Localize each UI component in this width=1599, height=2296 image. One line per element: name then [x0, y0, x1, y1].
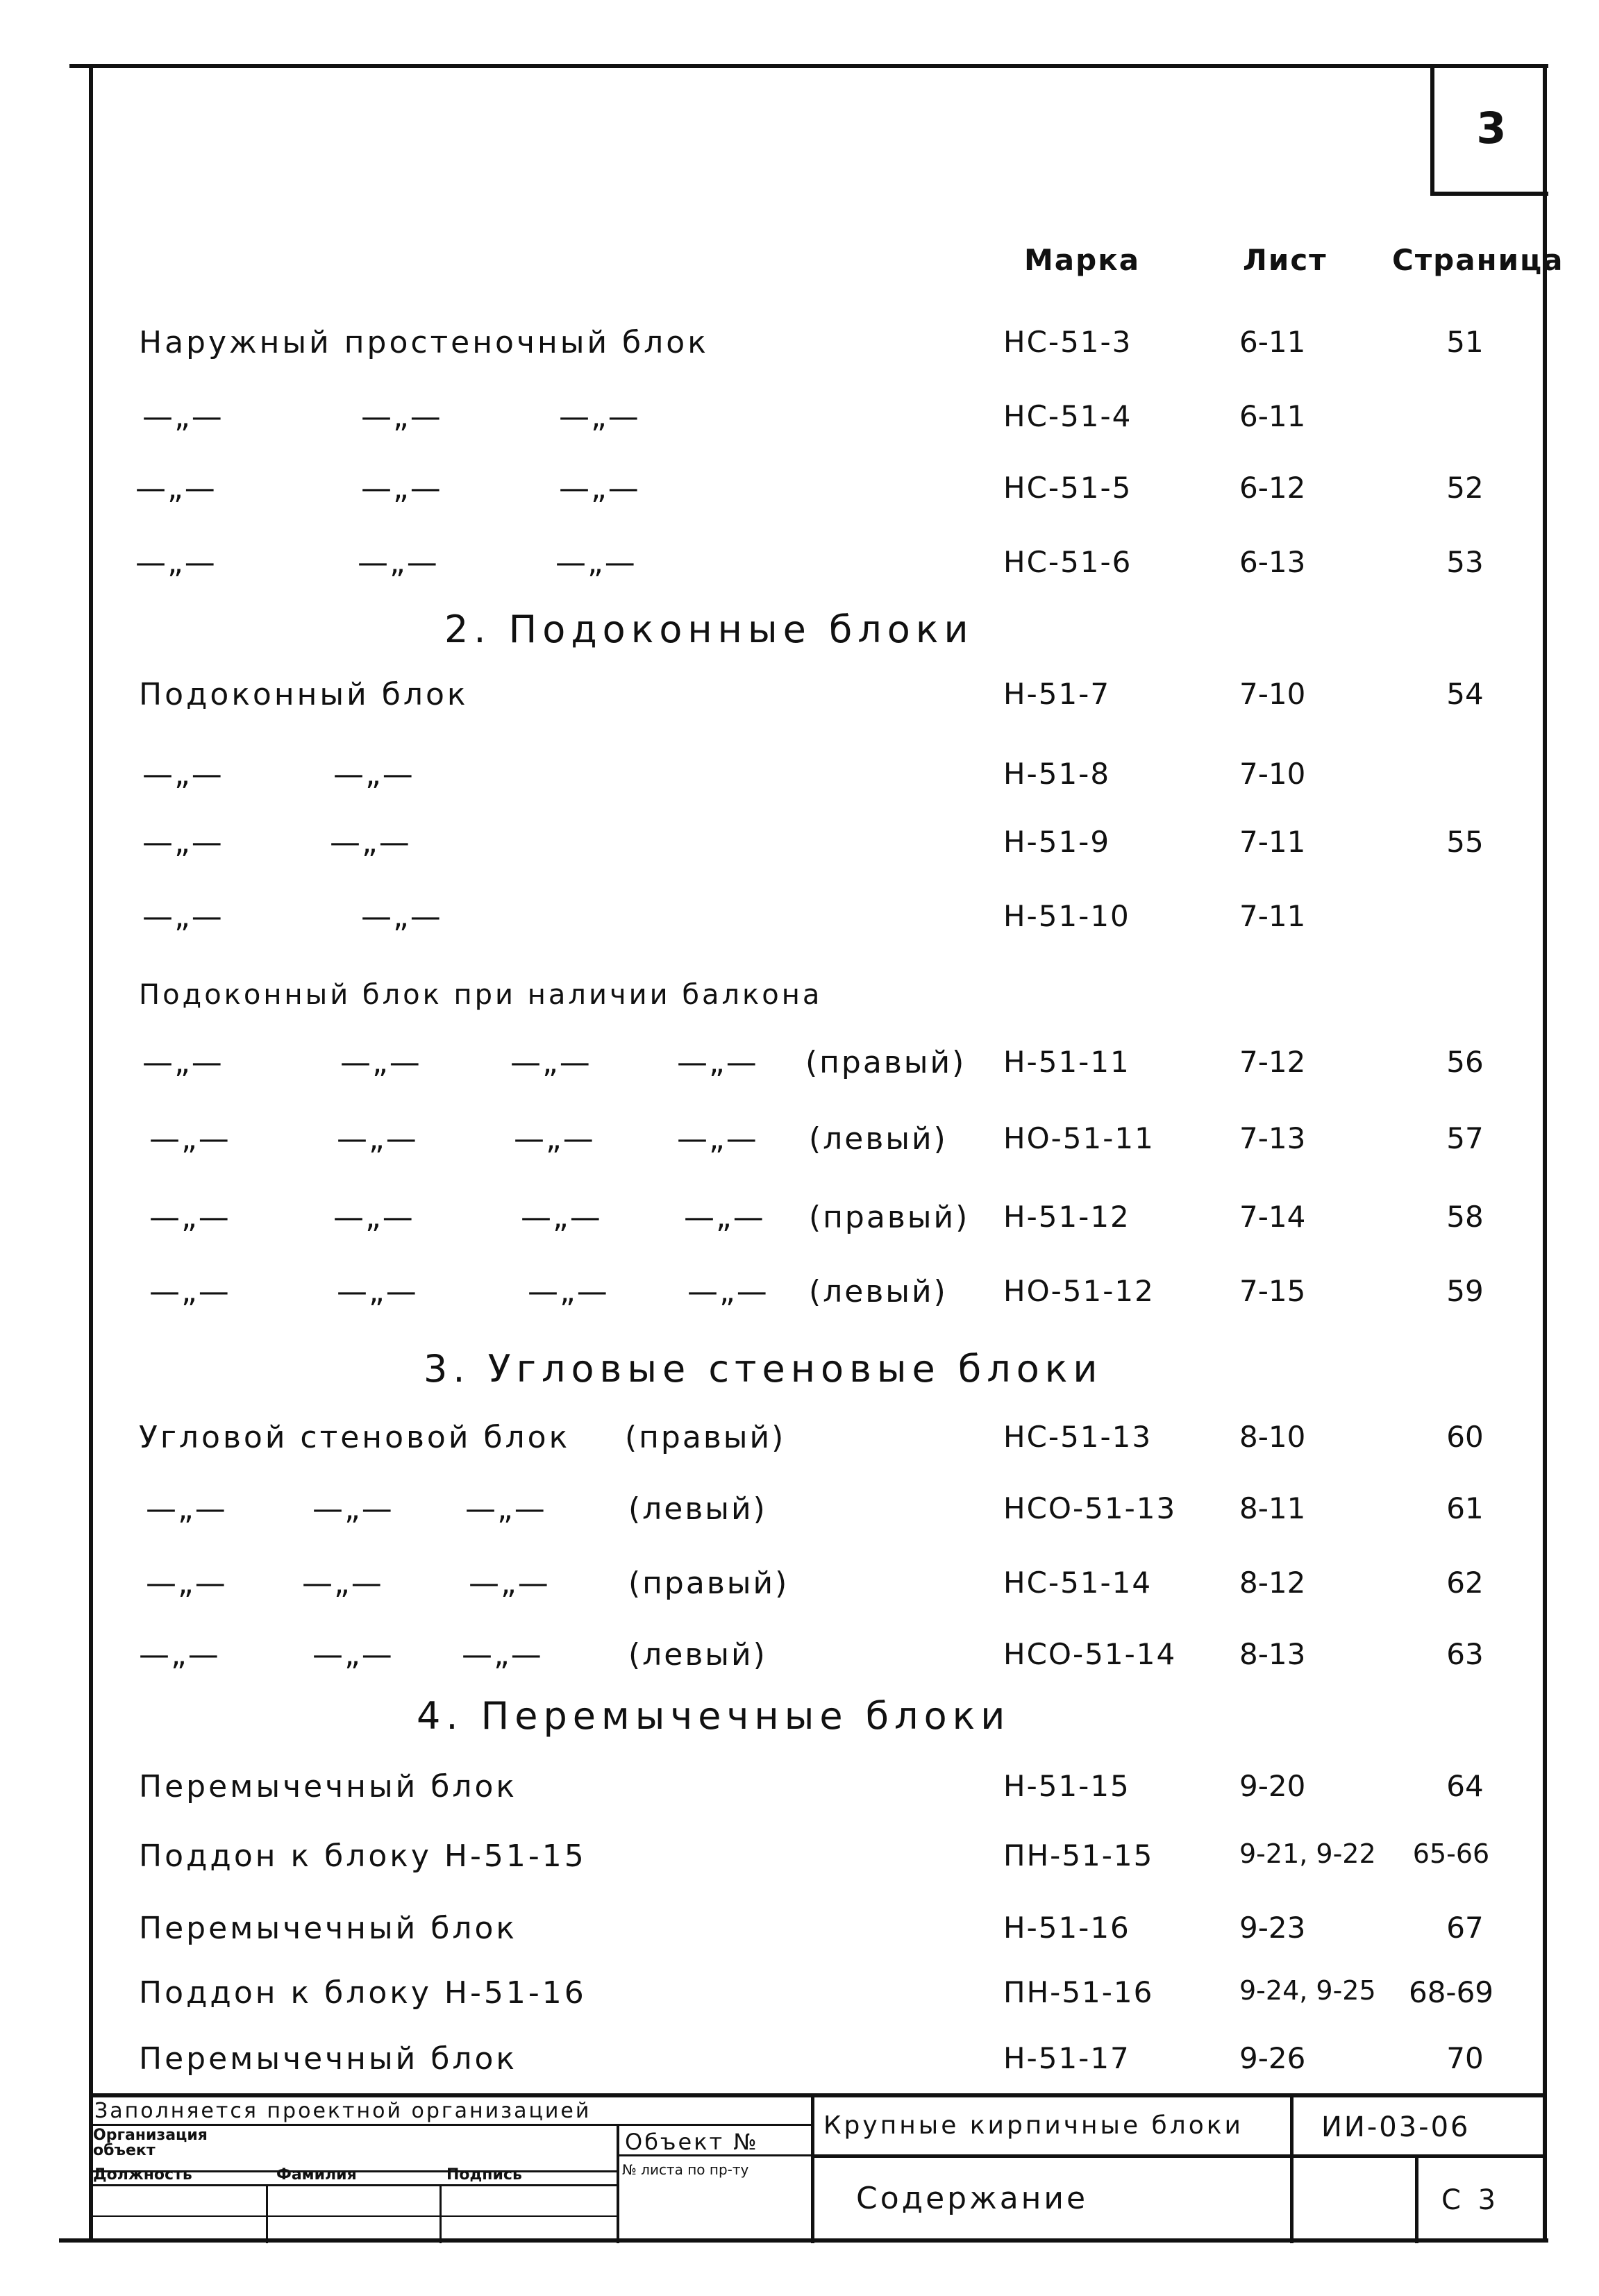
item-mark: Н-51-17 — [1003, 2041, 1130, 2075]
item-page: 56 — [1446, 1045, 1484, 1079]
ditto-mark: —„— — [465, 1491, 546, 1527]
ditto-mark: —„— — [361, 471, 442, 506]
ditto-mark: —„— — [333, 757, 415, 792]
item-page: 55 — [1446, 825, 1484, 859]
item-sheet: 8-10 — [1239, 1420, 1306, 1454]
column-header-page: Страница — [1392, 243, 1564, 277]
ditto-mark: —„— — [149, 1121, 231, 1157]
ditto-mark: —„— — [361, 899, 442, 935]
sheet-title: Содержание — [856, 2181, 1089, 2216]
item-page: 67 — [1446, 1911, 1484, 1945]
ditto-mark: —„— — [469, 1566, 550, 1601]
ditto-mark: —„— — [521, 1200, 602, 1235]
ditto-mark: —„— — [337, 1274, 418, 1309]
item-mark: НСО-51-14 — [1003, 1637, 1177, 1671]
item-sheet: 9-20 — [1239, 1769, 1306, 1803]
list-item — [0, 1491, 1599, 1533]
side-label: (правый) — [805, 1045, 966, 1080]
item-sheet: 6-12 — [1239, 471, 1306, 505]
item-mark: НО-51-12 — [1003, 1274, 1155, 1308]
ditto-mark: —„— — [312, 1491, 394, 1527]
item-name: Перемычечный блок — [139, 2041, 517, 2077]
item-mark: Н-51-12 — [1003, 1200, 1130, 1234]
item-sheet: 6-11 — [1239, 399, 1306, 433]
ditto-mark: —„— — [559, 471, 640, 506]
list-item — [0, 677, 1599, 719]
filled-by-label: Заполняется проектной организацией — [94, 2099, 592, 2123]
item-mark: Н-51-8 — [1003, 757, 1111, 791]
side-label: (правый) — [809, 1200, 970, 1235]
side-label: (левый) — [809, 1274, 948, 1309]
item-sheet: 7-10 — [1239, 677, 1306, 711]
ditto-mark: —„— — [528, 1274, 609, 1309]
item-mark: Н-51-11 — [1003, 1045, 1130, 1079]
item-sheet: 8-11 — [1239, 1491, 1306, 1525]
item-sheet: 7-10 — [1239, 757, 1306, 791]
ditto-mark: —„— — [146, 1566, 227, 1601]
item-sheet: 8-12 — [1239, 1566, 1306, 1600]
item-page: 51 — [1446, 325, 1484, 359]
list-item — [0, 1975, 1599, 2017]
item-sheet: 8-13 — [1239, 1637, 1306, 1671]
subheading: Подоконный блок при наличии балкона — [139, 979, 823, 1011]
list-item — [0, 825, 1599, 866]
list-item — [0, 325, 1599, 367]
list-item — [0, 1045, 1599, 1087]
ditto-mark: —„— — [149, 1274, 231, 1309]
ditto-mark: —„— — [333, 1200, 415, 1235]
sheet-number: 3 — [1476, 102, 1507, 153]
section-title: 3. Угловые стеновые блоки — [424, 1347, 1103, 1391]
item-sheet: 7-11 — [1239, 899, 1306, 933]
bottom-border-line — [59, 2238, 1548, 2243]
ditto-mark: —„— — [149, 1200, 231, 1235]
sheet-number-box — [1430, 64, 1548, 196]
item-mark: ПН-51-15 — [1003, 1838, 1154, 1872]
list-item — [0, 1566, 1599, 1607]
item-page: 65-66 — [1412, 1838, 1490, 1869]
ditto-mark: —„— — [361, 399, 442, 435]
ditto-mark: —„— — [684, 1200, 765, 1235]
list-item — [0, 1838, 1599, 1880]
item-mark: Н-51-7 — [1003, 677, 1111, 711]
item-name: Наружный простеночный блок — [139, 325, 709, 360]
ditto-mark: —„— — [330, 825, 411, 860]
ditto-mark: —„— — [139, 1637, 220, 1673]
item-name: Поддон к блоку Н-51-15 — [139, 1838, 587, 1874]
ditto-mark: —„— — [337, 1121, 418, 1157]
item-mark: НС-51-3 — [1003, 325, 1132, 359]
item-mark: НС-51-6 — [1003, 545, 1132, 579]
project-title: Крупные кирпичные блоки — [823, 2111, 1244, 2140]
item-page: 62 — [1446, 1566, 1484, 1600]
ditto-mark: —„— — [135, 545, 217, 580]
ditto-mark: —„— — [142, 1045, 224, 1080]
item-sheet: 9-26 — [1239, 2041, 1306, 2075]
list-item — [0, 2041, 1599, 2083]
item-page: 63 — [1446, 1637, 1484, 1671]
item-sheet: 9-24, 9-25 — [1239, 1975, 1376, 2006]
ditto-mark: —„— — [142, 825, 224, 860]
item-mark: НС-51-14 — [1003, 1566, 1153, 1600]
ditto-mark: —„— — [514, 1121, 595, 1157]
item-mark: Н-51-15 — [1003, 1769, 1130, 1803]
ditto-mark: —„— — [146, 1491, 227, 1527]
item-name: Перемычечный блок — [139, 1911, 517, 1946]
item-mark: НС-51-13 — [1003, 1420, 1153, 1454]
section-title: 2. Подоконные блоки — [444, 607, 974, 651]
item-mark: НО-51-11 — [1003, 1121, 1155, 1155]
item-sheet: 9-21, 9-22 — [1239, 1838, 1376, 1869]
list-item — [0, 1911, 1599, 1952]
sheet-no-label: № листа по пр-ту — [622, 2161, 749, 2178]
item-page: 64 — [1446, 1769, 1484, 1803]
item-mark: НС-51-4 — [1003, 399, 1132, 433]
list-item — [0, 399, 1599, 441]
item-sheet: 7-12 — [1239, 1045, 1306, 1079]
list-item — [0, 1637, 1599, 1679]
side-label: (левый) — [809, 1121, 948, 1157]
item-page: 61 — [1446, 1491, 1484, 1525]
item-mark: Н-51-16 — [1003, 1911, 1130, 1945]
item-mark: Н-51-9 — [1003, 825, 1111, 859]
item-mark: НС-51-5 — [1003, 471, 1132, 505]
side-label: (правый) — [625, 1420, 786, 1455]
item-sheet: 6-13 — [1239, 545, 1306, 579]
item-sheet: 7-15 — [1239, 1274, 1306, 1308]
item-sheet: 7-14 — [1239, 1200, 1306, 1234]
item-name: Поддон к блоку Н-51-16 — [139, 1975, 587, 2011]
ditto-mark: —„— — [142, 899, 224, 935]
item-name: Подоконный блок — [139, 677, 469, 712]
item-page: 54 — [1446, 677, 1484, 711]
ditto-mark: —„— — [677, 1121, 758, 1157]
ditto-mark: —„— — [510, 1045, 592, 1080]
item-page: 68-69 — [1408, 1975, 1494, 2009]
ditto-mark: —„— — [142, 399, 224, 435]
ditto-mark: —„— — [312, 1637, 394, 1673]
list-item — [0, 899, 1599, 941]
item-sheet: 9-23 — [1239, 1911, 1306, 1945]
item-page: 52 — [1446, 471, 1484, 505]
side-label: (левый) — [628, 1491, 767, 1527]
item-name: Перемычечный блок — [139, 1769, 517, 1804]
column-header-sheet: Лист — [1243, 243, 1328, 277]
item-mark: ПН-51-16 — [1003, 1975, 1154, 2009]
item-sheet: 7-11 — [1239, 825, 1306, 859]
list-item — [0, 1200, 1599, 1241]
ditto-mark: —„— — [135, 471, 217, 506]
surname-label: Фамилия — [276, 2166, 357, 2184]
item-page: 60 — [1446, 1420, 1484, 1454]
item-page: 59 — [1446, 1274, 1484, 1308]
item-sheet: 6-11 — [1239, 325, 1306, 359]
side-label: (правый) — [628, 1566, 789, 1601]
ditto-mark: —„— — [340, 1045, 421, 1080]
position-label: Должность — [93, 2166, 192, 2184]
ditto-mark: —„— — [302, 1566, 383, 1601]
ditto-mark: —„— — [142, 757, 224, 792]
list-item — [0, 471, 1599, 512]
ditto-mark: —„— — [358, 545, 439, 580]
item-mark: НСО-51-13 — [1003, 1491, 1177, 1525]
ditto-mark: —„— — [687, 1274, 769, 1309]
list-item — [0, 545, 1599, 587]
list-item — [0, 757, 1599, 798]
list-item — [0, 1274, 1599, 1316]
item-sheet: 7-13 — [1239, 1121, 1306, 1155]
ditto-mark: —„— — [559, 399, 640, 435]
item-page: 70 — [1446, 2041, 1484, 2075]
item-page: 53 — [1446, 545, 1484, 579]
document-code: ИИ-03-06 — [1321, 2111, 1471, 2143]
page-reference: С 3 — [1441, 2184, 1500, 2216]
side-label: (левый) — [628, 1637, 767, 1673]
list-item — [0, 1420, 1599, 1461]
object-no-label: Объект № — [625, 2129, 759, 2155]
list-item — [0, 1121, 1599, 1163]
item-mark: Н-51-10 — [1003, 899, 1130, 933]
column-header-mark: Марка — [1024, 243, 1141, 277]
item-page: 57 — [1446, 1121, 1484, 1155]
ditto-mark: —„— — [677, 1045, 758, 1080]
list-item — [0, 979, 1599, 1021]
item-page: 58 — [1446, 1200, 1484, 1234]
org-object-label: Организация объект — [93, 2127, 208, 2159]
ditto-mark: —„— — [555, 545, 637, 580]
item-name: Угловой стеновой блок — [139, 1420, 571, 1455]
list-item — [0, 1769, 1599, 1811]
ditto-mark: —„— — [462, 1637, 543, 1673]
section-title: 4. Перемычечные блоки — [417, 1694, 1011, 1738]
title-block — [89, 2093, 1547, 2243]
signature-label: Подпись — [446, 2166, 522, 2184]
